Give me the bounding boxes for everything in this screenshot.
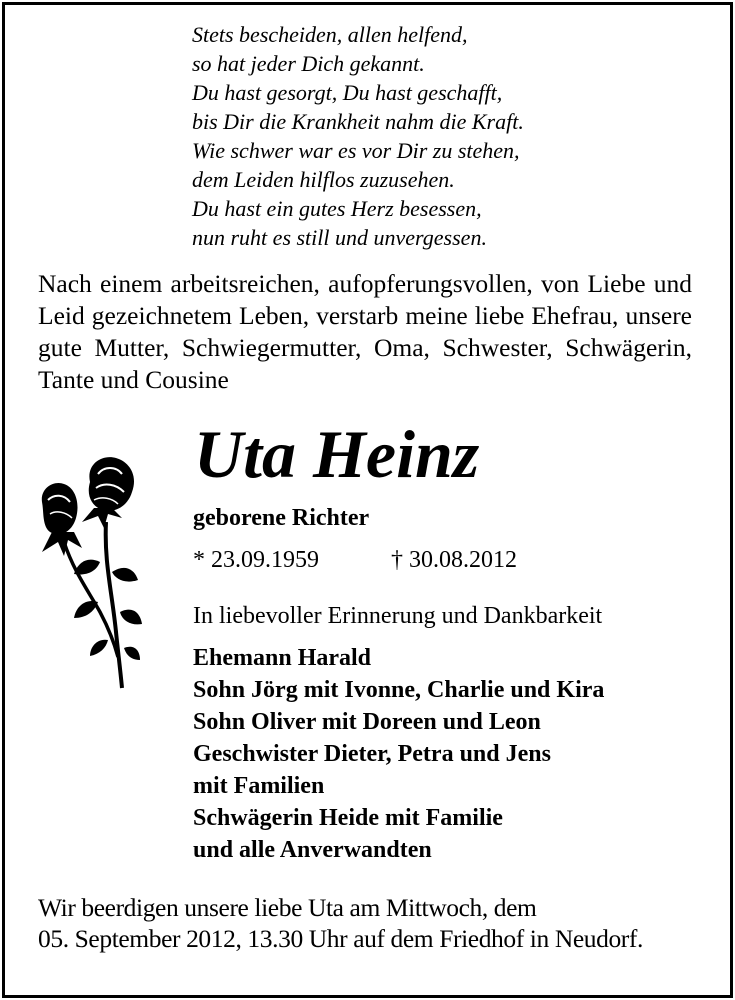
poem-line: Wie schwer war es vor Dir zu stehen,	[192, 138, 520, 163]
intro-text: Nach einem arbeitsreichen, aufopferungsvollen, von Liebe und Leid gezeichnetem Leben, verstarb meine liebe Ehefrau, unsere gute Mutter, Schwiegermutter, Oma, Schwester, Schwägerin, Tante und Cousine	[38, 269, 692, 394]
rose-icon	[34, 452, 144, 692]
mourner-line: Ehemann Harald	[193, 645, 372, 671]
mourner-line: Schwägerin Heide mit Familie	[193, 805, 503, 831]
mourner-line: Sohn Jörg mit Ivonne, Charlie und Kira	[193, 677, 605, 703]
birth-date: * 23.09.1959	[193, 547, 319, 573]
birth-name: geborene Richter	[193, 505, 370, 531]
poem-line: Du hast gesorgt, Du hast geschafft,	[192, 80, 503, 105]
poem	[192, 20, 524, 252]
poem-line: nun ruht es still und unvergessen.	[192, 225, 487, 250]
deceased-name: Uta Heinz	[194, 416, 480, 492]
funeral-notice	[38, 892, 643, 954]
remembrance-line: In liebevoller Erinnerung und Dankbarkeit	[193, 603, 603, 629]
poem-line: bis Dir die Krankheit nahm die Kraft.	[192, 109, 524, 134]
mourner-line: Geschwister Dieter, Petra und Jens	[193, 741, 551, 767]
death-date: † 30.08.2012	[391, 547, 517, 573]
poem-line: dem Leiden hilflos zuzusehen.	[192, 167, 455, 192]
funeral-line: 05. September 2012, 13.30 Uhr auf dem Friedhof in Neudorf.	[38, 924, 643, 953]
poem-line: Du hast ein gutes Herz besessen,	[192, 196, 482, 221]
poem-line: Stets bescheiden, allen helfend,	[192, 22, 468, 47]
funeral-line: Wir beerdigen unsere liebe Uta am Mittwoch, dem	[38, 893, 537, 922]
mourner-line: mit Familien	[193, 773, 325, 799]
mourner-line: Sohn Oliver mit Doreen und Leon	[193, 709, 541, 735]
mourner-line: und alle Anverwandten	[193, 837, 432, 863]
mourners-list	[193, 642, 604, 866]
poem-line: so hat jeder Dich gekannt.	[192, 51, 425, 76]
